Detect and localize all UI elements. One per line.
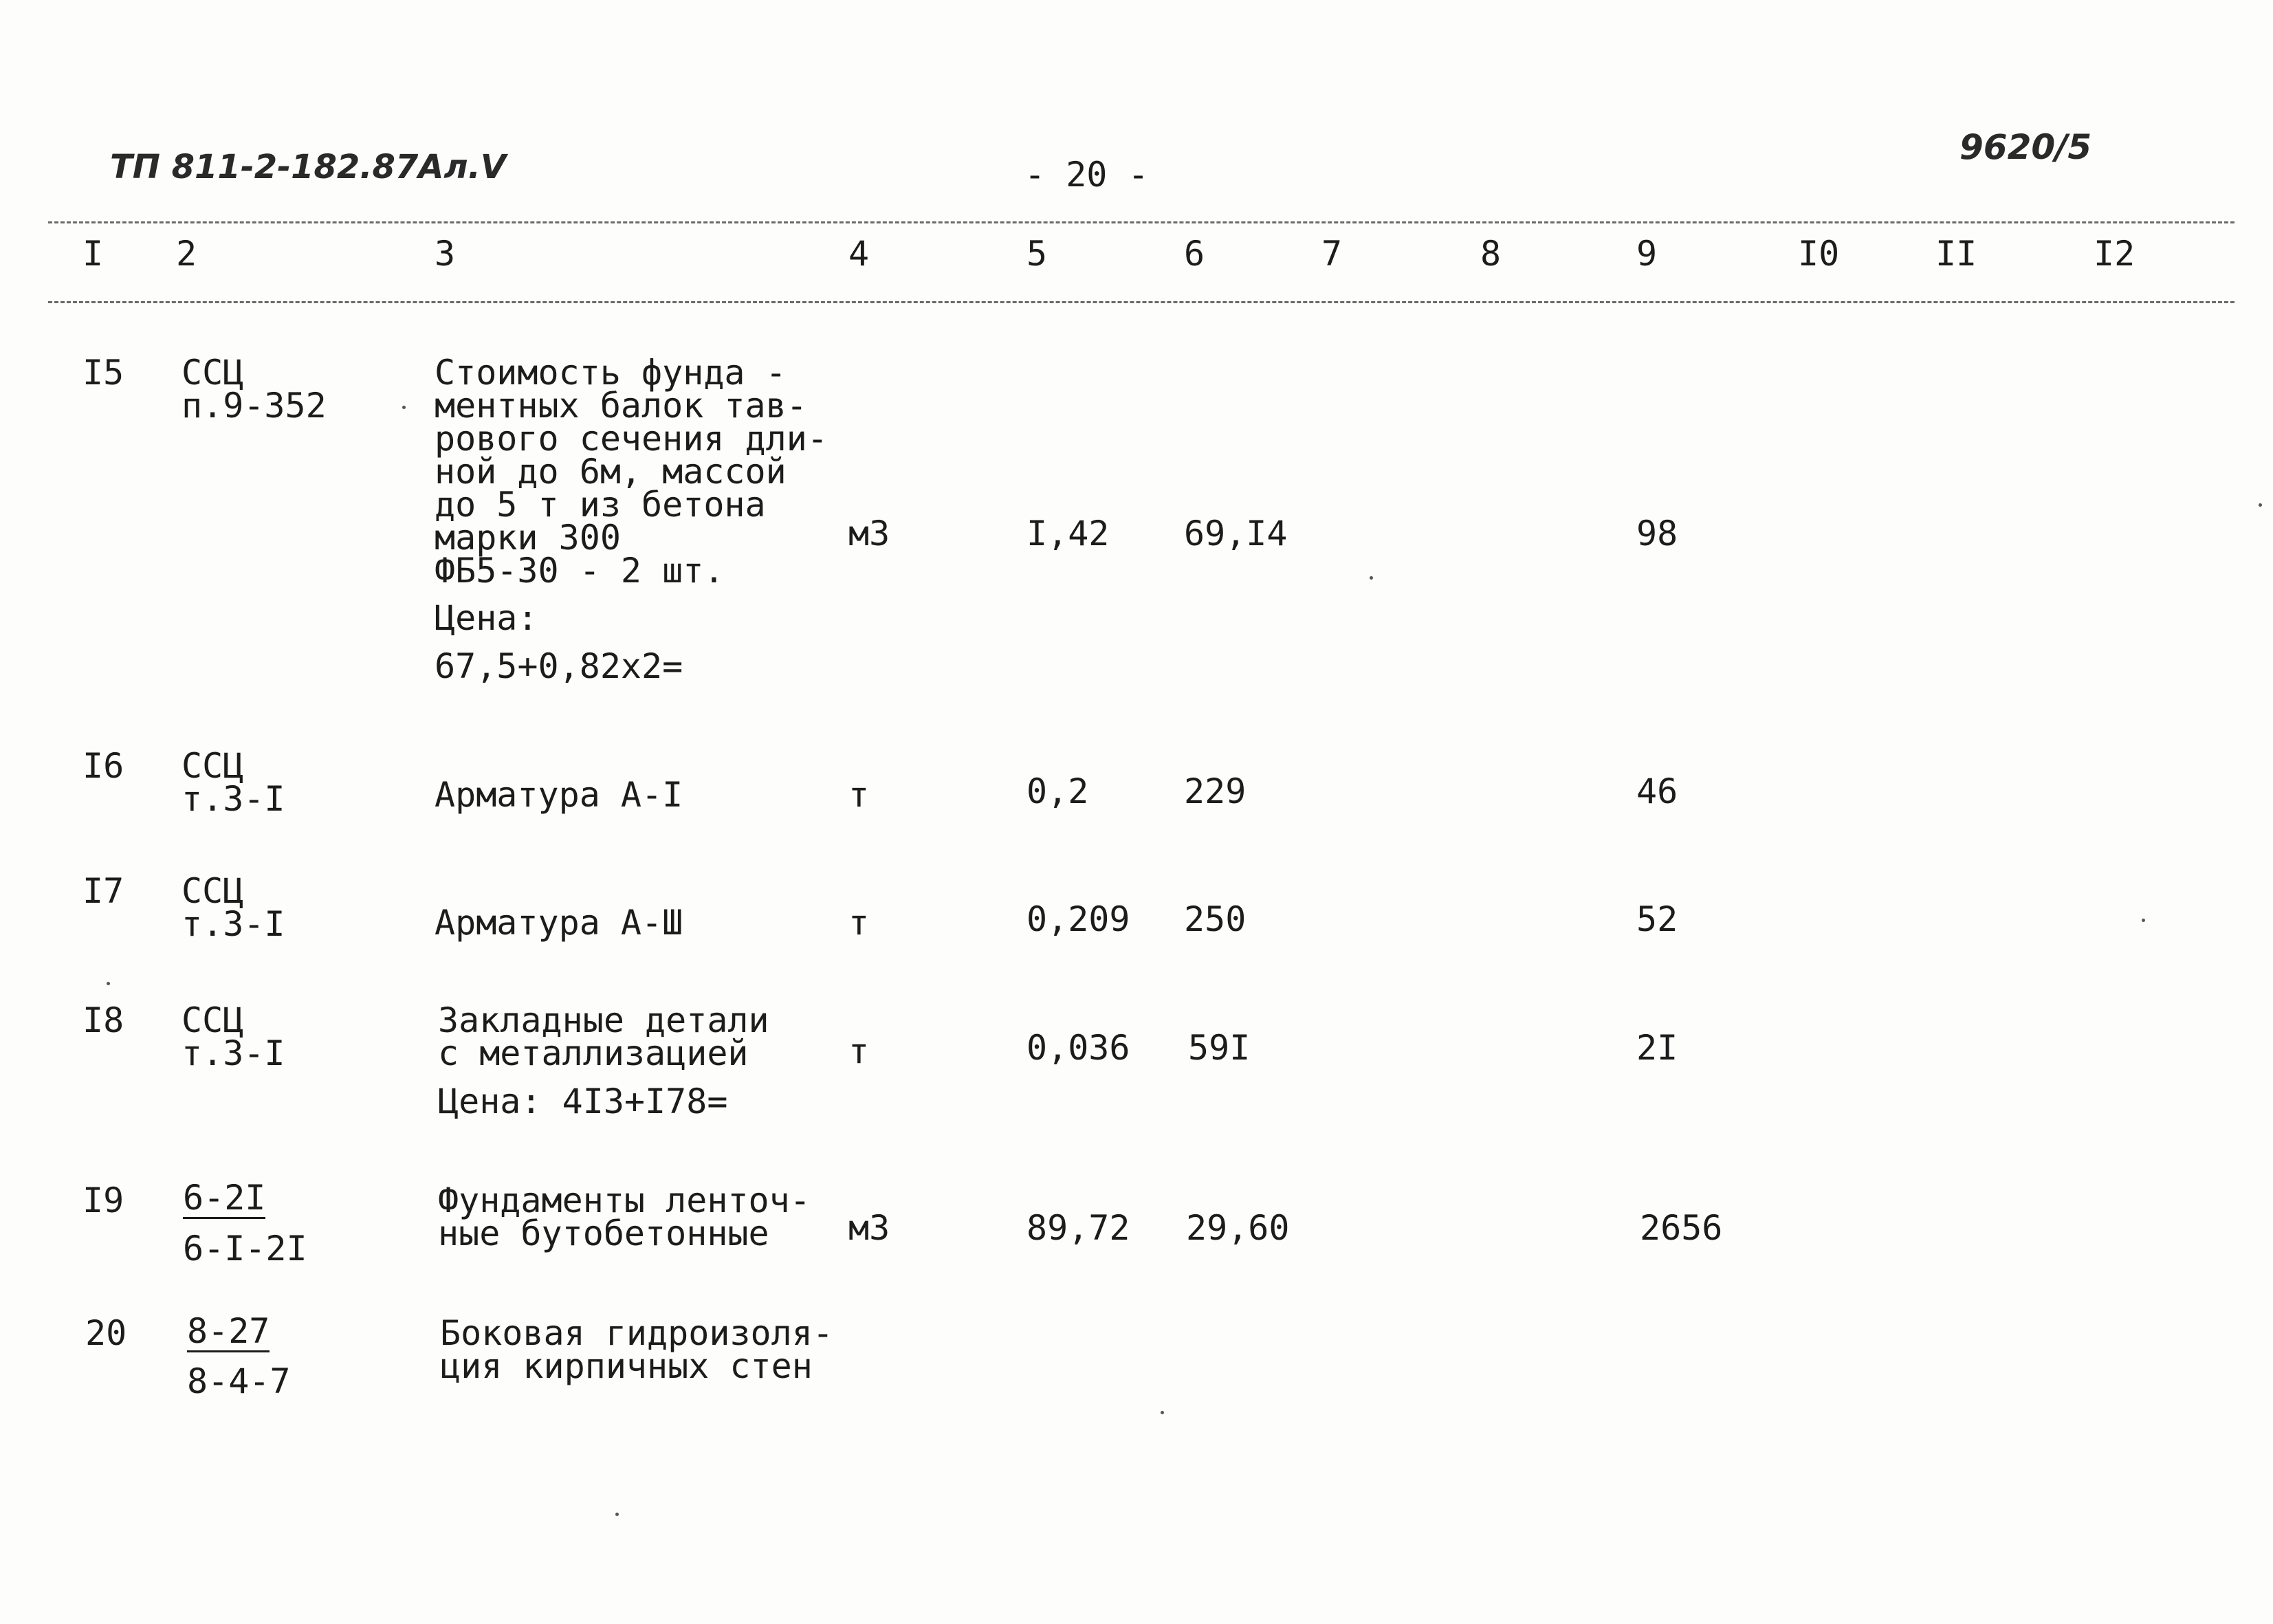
row-price-note-value: 67,5+0,82х2= xyxy=(435,646,683,686)
row-number: I5 xyxy=(83,353,124,393)
row-description: Арматура А-I xyxy=(435,775,683,815)
column-number-4: 4 xyxy=(848,234,870,274)
row-unit-price: 29,60 xyxy=(1186,1208,1290,1248)
row-code: ССЦ т.3-I xyxy=(182,871,285,944)
row-description: Закладные детали с металлизацией xyxy=(438,1000,769,1073)
row-unit: м3 xyxy=(848,514,890,553)
row-code: ССЦ т.3-I xyxy=(182,746,285,819)
header-bottom-rule xyxy=(48,301,2234,303)
row-code-numerator xyxy=(183,1178,266,1219)
row-description: Боковая гидроизоля- ция кирпичных стен xyxy=(440,1313,833,1386)
row-number: I6 xyxy=(83,746,124,786)
scan-speck xyxy=(2142,919,2145,922)
column-number-9: 9 xyxy=(1636,234,1658,274)
scan-speck xyxy=(2259,503,2262,507)
scan-speck xyxy=(1161,1411,1164,1414)
row-unit: т xyxy=(848,1031,870,1071)
header-top-rule xyxy=(48,221,2234,223)
row-description: Арматура А-Ш xyxy=(435,903,683,943)
row-total: 98 xyxy=(1636,514,1678,553)
row-total: 2I xyxy=(1636,1028,1678,1068)
column-number-12: I2 xyxy=(2094,234,2135,274)
column-number-7: 7 xyxy=(1321,234,1343,274)
archive-number: 9620/5 xyxy=(1959,127,2092,167)
row-unit-price: 229 xyxy=(1184,771,1247,811)
column-number-5: 5 xyxy=(1026,234,1048,274)
row-unit: т xyxy=(848,903,870,943)
column-number-2: 2 xyxy=(176,234,197,274)
column-number-10: I0 xyxy=(1798,234,1840,274)
row-description: Фундаменты ленточ- ные бутобетонные xyxy=(438,1181,811,1253)
row-quantity: 0,2 xyxy=(1026,771,1089,811)
code-fraction-top: 8-27 xyxy=(187,1311,270,1351)
page-number: - 20 - xyxy=(1024,155,1149,195)
row-unit-price: 69,I4 xyxy=(1184,514,1288,553)
column-number-11: II xyxy=(1935,234,1977,274)
row-description: Стоимость фунда - ментных балок тав- рового сечения дли- ной до 6м, массой до 5 т из бетона марки 300 ФБ5-30 - 2 шт. xyxy=(435,353,828,591)
row-price-note-label: Цена: xyxy=(435,598,538,638)
code-fraction-top: 6-2I xyxy=(183,1178,266,1218)
row-code: ССЦ п.9-352 xyxy=(182,353,327,426)
row-code-denominator: 8-4-7 xyxy=(187,1361,291,1401)
scan-speck xyxy=(1370,576,1373,580)
row-code-numerator xyxy=(187,1311,270,1352)
row-unit: т xyxy=(848,775,870,815)
document-code: ТП 811-2-182.87Ал.V xyxy=(110,148,506,186)
row-total: 46 xyxy=(1636,771,1678,811)
column-number-3: 3 xyxy=(435,234,456,274)
column-number-8: 8 xyxy=(1480,234,1502,274)
row-number: I8 xyxy=(83,1000,124,1040)
row-quantity: I,42 xyxy=(1026,514,1110,553)
scan-speck xyxy=(615,1513,619,1516)
row-code-denominator: 6-I-2I xyxy=(183,1229,307,1269)
scan-speck xyxy=(107,982,110,985)
row-number: 20 xyxy=(85,1313,127,1353)
row-code: ССЦ т.3-I xyxy=(182,1000,285,1073)
row-quantity: 89,72 xyxy=(1026,1208,1130,1248)
row-quantity: 0,036 xyxy=(1026,1028,1130,1068)
row-number: I7 xyxy=(83,871,124,911)
column-number-1: I xyxy=(83,234,104,274)
scan-speck xyxy=(402,406,406,409)
row-unit-price: 250 xyxy=(1184,899,1247,939)
row-price-note: Цена: 4I3+I78= xyxy=(438,1082,728,1121)
row-unit-price: 59I xyxy=(1188,1028,1251,1068)
row-quantity: 0,209 xyxy=(1026,899,1130,939)
column-number-6: 6 xyxy=(1184,234,1205,274)
row-total: 2656 xyxy=(1640,1208,1723,1248)
row-total: 52 xyxy=(1636,899,1678,939)
row-number: I9 xyxy=(83,1181,124,1220)
row-unit: м3 xyxy=(848,1208,890,1248)
